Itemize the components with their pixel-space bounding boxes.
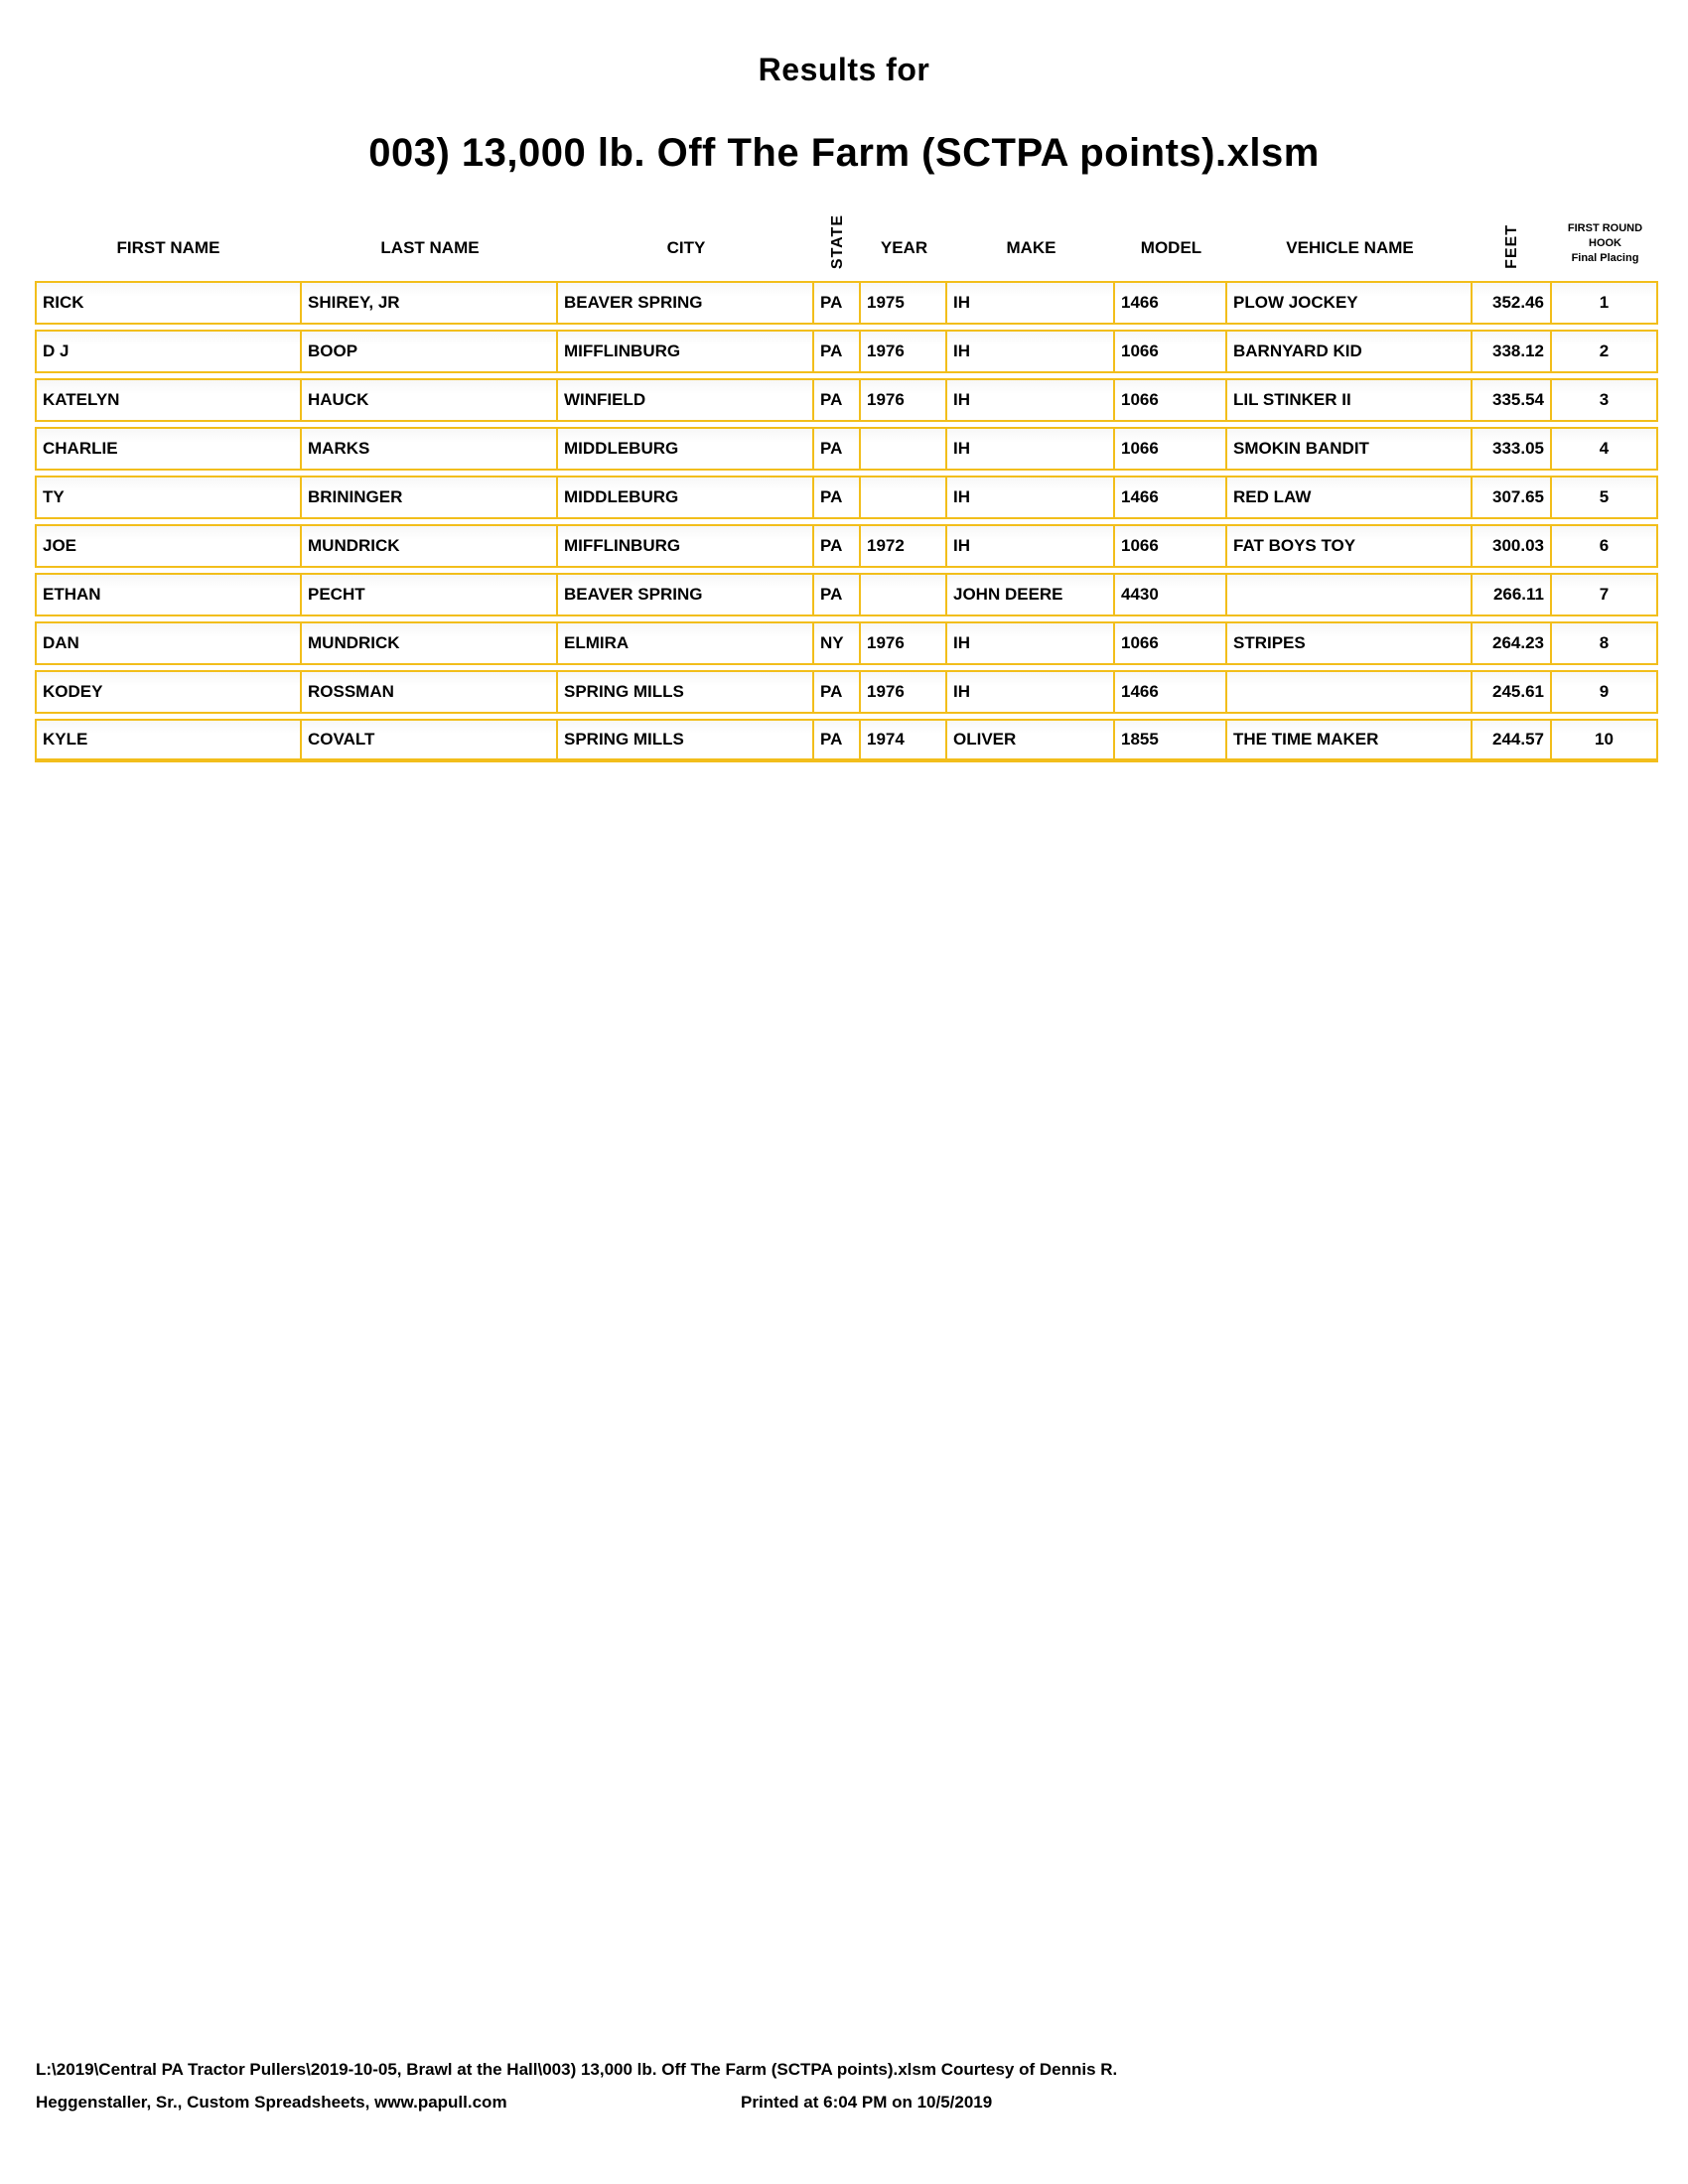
cell-feet: 307.65 xyxy=(1473,476,1552,519)
cell-year: 1976 xyxy=(861,330,947,373)
cell-make: IH xyxy=(947,281,1115,325)
cell-city: MIDDLEBURG xyxy=(558,476,814,519)
cell-year: 1976 xyxy=(861,670,947,714)
cell-first-name: ETHAN xyxy=(35,573,302,616)
cell-first-name: KODEY xyxy=(35,670,302,714)
col-header-state xyxy=(814,196,861,276)
hook-header-line1: FIRST ROUND xyxy=(1567,222,1643,234)
cell-state: PA xyxy=(814,476,861,519)
cell-final-placing: 6 xyxy=(1552,524,1658,568)
cell-final-placing: 8 xyxy=(1552,621,1658,665)
cell-vehicle-name: BARNYARD KID xyxy=(1227,330,1473,373)
results-table-body xyxy=(35,281,1658,762)
cell-year xyxy=(861,573,947,616)
cell-model: 1066 xyxy=(1115,621,1227,665)
cell-make: IH xyxy=(947,378,1115,422)
col-header-last-name: LAST NAME xyxy=(380,238,480,257)
cell-feet: 333.05 xyxy=(1473,427,1552,471)
table-row xyxy=(35,719,1658,762)
cell-final-placing: 9 xyxy=(1552,670,1658,714)
cell-vehicle-name: FAT BOYS TOY xyxy=(1227,524,1473,568)
cell-final-placing: 10 xyxy=(1552,719,1658,762)
cell-last-name: ROSSMAN xyxy=(302,670,558,714)
cell-last-name: BRININGER xyxy=(302,476,558,519)
cell-year: 1976 xyxy=(861,621,947,665)
cell-year xyxy=(861,427,947,471)
state-rotated-label: STATE xyxy=(828,213,846,269)
hook-header-line2: HOOK xyxy=(1589,237,1621,249)
cell-city: MIFFLINBURG xyxy=(558,524,814,568)
cell-first-name: DAN xyxy=(35,621,302,665)
table-row xyxy=(35,621,1658,665)
cell-first-name: RICK xyxy=(35,281,302,325)
col-header-first-round-hook xyxy=(1552,196,1658,276)
cell-feet: 266.11 xyxy=(1473,573,1552,616)
cell-first-name: JOE xyxy=(35,524,302,568)
cell-model: 1066 xyxy=(1115,524,1227,568)
cell-state: PA xyxy=(814,719,861,762)
cell-vehicle-name: THE TIME MAKER xyxy=(1227,719,1473,762)
cell-vehicle-name xyxy=(1227,670,1473,714)
cell-state: PA xyxy=(814,524,861,568)
col-header-make: MAKE xyxy=(1006,238,1056,257)
cell-vehicle-name: PLOW JOCKEY xyxy=(1227,281,1473,325)
cell-year: 1975 xyxy=(861,281,947,325)
cell-feet: 244.57 xyxy=(1473,719,1552,762)
cell-city: MIFFLINBURG xyxy=(558,330,814,373)
cell-state: PA xyxy=(814,670,861,714)
cell-last-name: PECHT xyxy=(302,573,558,616)
cell-last-name: BOOP xyxy=(302,330,558,373)
cell-first-name: D J xyxy=(35,330,302,373)
cell-feet: 264.23 xyxy=(1473,621,1552,665)
cell-state: PA xyxy=(814,427,861,471)
report-footer xyxy=(36,2053,1654,2118)
cell-vehicle-name: LIL STINKER II xyxy=(1227,378,1473,422)
footer-printed-at: Printed at 6:04 PM on 10/5/2019 xyxy=(741,2093,993,2112)
cell-first-name: KYLE xyxy=(35,719,302,762)
cell-city: MIDDLEBURG xyxy=(558,427,814,471)
cell-state: PA xyxy=(814,330,861,373)
table-row xyxy=(35,573,1658,616)
cell-make: IH xyxy=(947,524,1115,568)
cell-last-name: MUNDRICK xyxy=(302,524,558,568)
cell-city: WINFIELD xyxy=(558,378,814,422)
cell-feet: 300.03 xyxy=(1473,524,1552,568)
cell-final-placing: 1 xyxy=(1552,281,1658,325)
cell-year: 1972 xyxy=(861,524,947,568)
cell-vehicle-name: STRIPES xyxy=(1227,621,1473,665)
col-header-feet xyxy=(1473,196,1552,276)
report-filename-title: 003) 13,000 lb. Off The Farm (SCTPA points).xlsm xyxy=(368,131,1320,175)
col-header-vehicle-name: VEHICLE NAME xyxy=(1286,238,1414,257)
cell-final-placing: 4 xyxy=(1552,427,1658,471)
footer-credit-line: Heggenstaller, Sr., Custom Spreadsheets, www.papull.com xyxy=(36,2093,507,2112)
cell-last-name: SHIREY, JR xyxy=(302,281,558,325)
cell-final-placing: 5 xyxy=(1552,476,1658,519)
table-row xyxy=(35,670,1658,714)
cell-model: 1066 xyxy=(1115,378,1227,422)
col-header-city: CITY xyxy=(666,238,706,257)
cell-model: 1066 xyxy=(1115,330,1227,373)
cell-final-placing: 2 xyxy=(1552,330,1658,373)
table-row xyxy=(35,427,1658,471)
feet-rotated-label: FEET xyxy=(1503,224,1520,269)
header-row xyxy=(35,196,1658,276)
cell-make: JOHN DEERE xyxy=(947,573,1115,616)
cell-city: SPRING MILLS xyxy=(558,719,814,762)
table-row xyxy=(35,524,1658,568)
hook-header-line3: Final Placing xyxy=(1571,252,1639,264)
cell-last-name: MARKS xyxy=(302,427,558,471)
table-row xyxy=(35,281,1658,325)
table-row xyxy=(35,330,1658,373)
results-table xyxy=(35,191,1658,767)
cell-final-placing: 7 xyxy=(1552,573,1658,616)
report-title: Results for xyxy=(758,52,930,87)
cell-year: 1974 xyxy=(861,719,947,762)
cell-vehicle-name: RED LAW xyxy=(1227,476,1473,519)
cell-feet: 338.12 xyxy=(1473,330,1552,373)
cell-model: 1066 xyxy=(1115,427,1227,471)
col-header-year: YEAR xyxy=(880,238,928,257)
col-header-first-name: FIRST NAME xyxy=(116,238,220,257)
cell-model: 1855 xyxy=(1115,719,1227,762)
col-header-model: MODEL xyxy=(1140,238,1202,257)
cell-first-name: KATELYN xyxy=(35,378,302,422)
cell-first-name: CHARLIE xyxy=(35,427,302,471)
cell-city: ELMIRA xyxy=(558,621,814,665)
table-row xyxy=(35,378,1658,422)
cell-feet: 352.46 xyxy=(1473,281,1552,325)
cell-make: IH xyxy=(947,476,1115,519)
cell-state: PA xyxy=(814,281,861,325)
cell-model: 1466 xyxy=(1115,476,1227,519)
cell-last-name: MUNDRICK xyxy=(302,621,558,665)
cell-feet: 245.61 xyxy=(1473,670,1552,714)
cell-vehicle-name: SMOKIN BANDIT xyxy=(1227,427,1473,471)
cell-make: IH xyxy=(947,330,1115,373)
footer-path-courtesy-line: L:\2019\Central PA Tractor Pullers\2019-10-05, Brawl at the Hall\003) 13,000 lb. Off The Farm (SCTPA points).xlsm Courtesy of Dennis R. xyxy=(36,2060,1118,2079)
cell-make: IH xyxy=(947,427,1115,471)
cell-state: NY xyxy=(814,621,861,665)
cell-make: IH xyxy=(947,670,1115,714)
table-row xyxy=(35,476,1658,519)
cell-first-name: TY xyxy=(35,476,302,519)
cell-state: PA xyxy=(814,378,861,422)
cell-vehicle-name xyxy=(1227,573,1473,616)
cell-last-name: HAUCK xyxy=(302,378,558,422)
cell-year xyxy=(861,476,947,519)
cell-final-placing: 3 xyxy=(1552,378,1658,422)
cell-city: BEAVER SPRING xyxy=(558,573,814,616)
cell-feet: 335.54 xyxy=(1473,378,1552,422)
cell-last-name: COVALT xyxy=(302,719,558,762)
cell-city: SPRING MILLS xyxy=(558,670,814,714)
cell-model: 1466 xyxy=(1115,281,1227,325)
cell-model: 1466 xyxy=(1115,670,1227,714)
cell-model: 4430 xyxy=(1115,573,1227,616)
cell-make: OLIVER xyxy=(947,719,1115,762)
cell-make: IH xyxy=(947,621,1115,665)
cell-city: BEAVER SPRING xyxy=(558,281,814,325)
cell-state: PA xyxy=(814,573,861,616)
cell-year: 1976 xyxy=(861,378,947,422)
